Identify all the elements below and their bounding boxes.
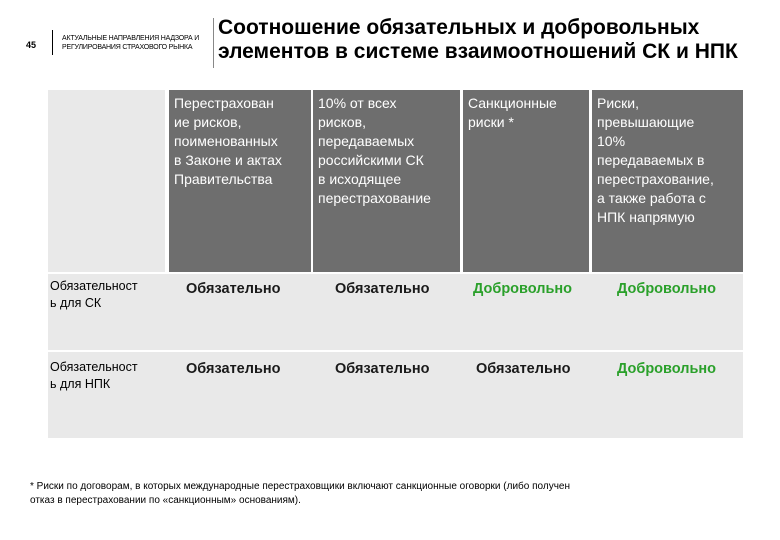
cell-value: Обязательно — [186, 281, 281, 297]
cell-value: Обязательно — [335, 361, 430, 377]
row-label-line: Обязательност — [50, 279, 138, 293]
column-header-ten-percent — [313, 90, 460, 272]
title-divider — [213, 18, 214, 68]
column-header-line: Правительства — [174, 171, 273, 187]
column-header-line: перестрахование — [318, 190, 431, 206]
row-label-sk — [50, 278, 138, 312]
column-header-line: а также работа с — [597, 190, 706, 206]
table-row — [48, 352, 743, 438]
slide-title-line: элементов в системе взаимоотношений СК и НПК — [218, 40, 738, 63]
column-header-excess-risks — [592, 90, 743, 272]
column-header-line: в исходящее — [318, 171, 402, 187]
header-blank-cell — [48, 90, 165, 272]
column-header-line: ие рисков, — [174, 114, 242, 130]
footnote — [30, 480, 570, 508]
comparison-table — [48, 90, 743, 438]
column-header-named-risks — [169, 90, 311, 272]
header-divider — [52, 30, 53, 55]
column-header-line: Перестрахован — [174, 95, 274, 111]
column-header-line: рисков, — [318, 114, 367, 130]
cell-value: Обязательно — [476, 361, 571, 377]
column-header-sanction-risks — [463, 90, 589, 272]
column-header-line: превышающие — [597, 114, 695, 130]
section-title-line: АКТУАЛЬНЫЕ НАПРАВЛЕНИЯ НАДЗОРА И — [62, 35, 200, 42]
column-header-line: передаваемых в — [597, 152, 705, 168]
cell-value: Добровольно — [617, 281, 716, 297]
column-header-line: поименованных — [174, 133, 278, 149]
column-header-line: 10% — [597, 133, 626, 149]
table-row — [48, 274, 743, 350]
cell-value: Добровольно — [617, 361, 716, 377]
column-header-line: Риски, — [597, 95, 639, 111]
footnote-line: * Риски по договорам, в которых международные перестраховщики включают санкционные оговорки (либо получен — [30, 481, 570, 492]
cell-value: Обязательно — [335, 281, 430, 297]
column-header-line: НПК напрямую — [597, 209, 695, 225]
column-header-line: риски * — [468, 114, 514, 130]
column-header-line: передаваемых — [318, 133, 415, 149]
section-title — [62, 34, 212, 52]
column-header-line: перестрахование, — [597, 171, 714, 187]
column-header-line: в Законе и актах — [174, 152, 282, 168]
cell-value: Добровольно — [473, 281, 572, 297]
column-header-line: 10% от всех — [318, 95, 397, 111]
row-label-line: Обязательност — [50, 360, 138, 374]
footnote-line: отказ в перестраховании по «санкционным» основаниям). — [30, 495, 301, 506]
row-label-line: ь для СК — [50, 296, 102, 310]
row-label-npk — [50, 359, 138, 393]
slide-title-line: Соотношение обязательных и добровольных — [218, 16, 700, 39]
section-title-line: РЕГУЛИРОВАНИЯ СТРАХОВОГО РЫНКА — [62, 44, 193, 51]
column-header-line: российскими СК — [318, 152, 424, 168]
page-number: 45 — [26, 40, 37, 50]
cell-value: Обязательно — [186, 361, 281, 377]
slide-title — [218, 16, 738, 64]
column-header-line: Санкционные — [468, 95, 557, 111]
row-label-line: ь для НПК — [50, 377, 111, 391]
